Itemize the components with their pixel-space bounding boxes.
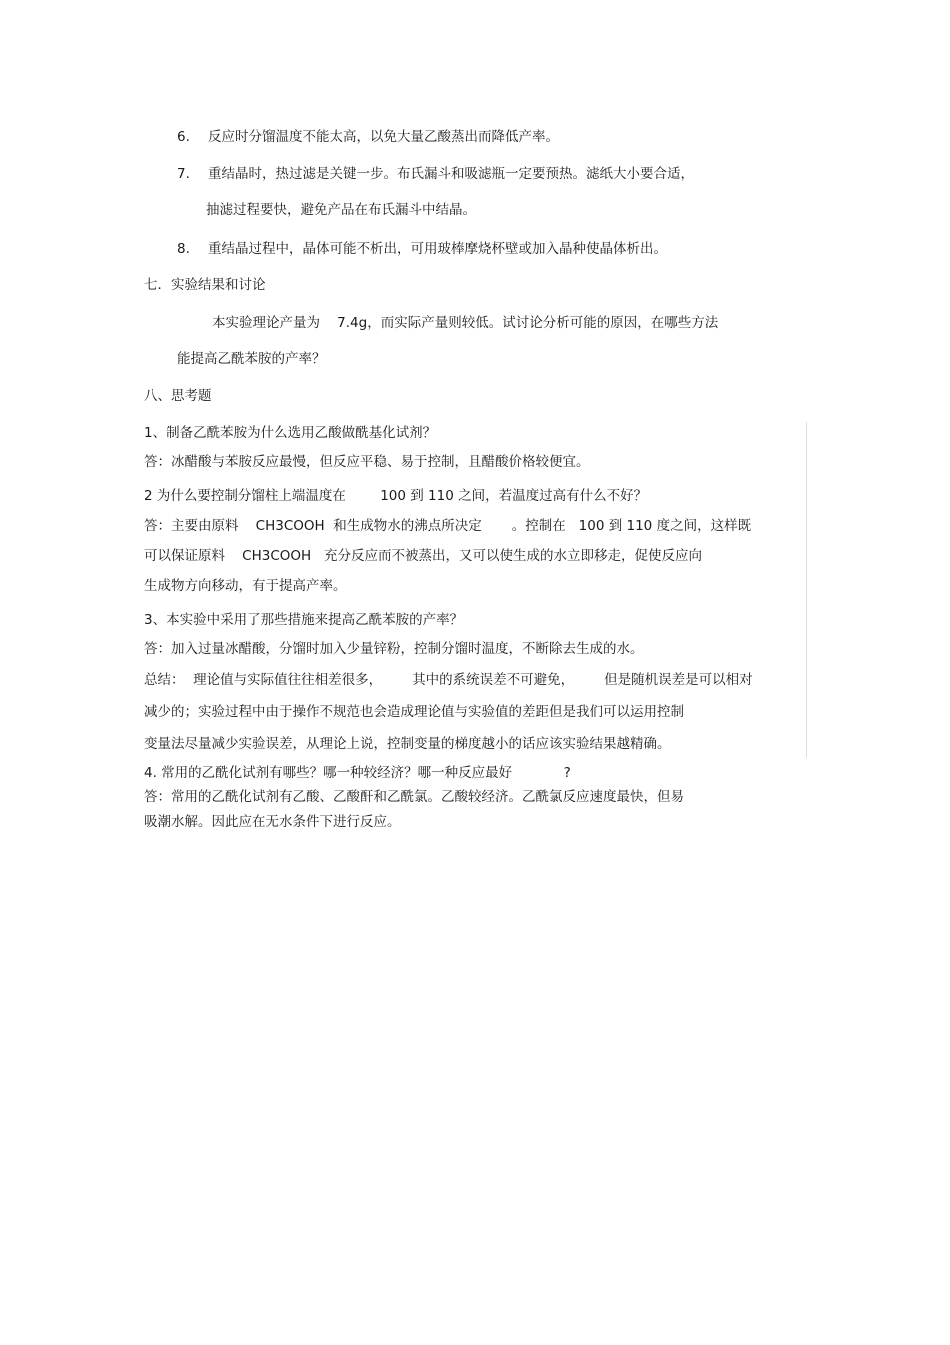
note-number: 8. <box>177 241 190 257</box>
note-number: 6. <box>177 129 190 145</box>
note-text: 重结晶过程中，晶体可能不析出，可用玻棒摩烧杯壁或加入晶种使晶体析出。 <box>208 241 667 257</box>
note-8 <box>177 240 667 258</box>
summary-line-3: 变量法尽量减少实验误差，从理论上说，控制变量的梯度越小的话应该实验结果越精确。 <box>144 736 671 752</box>
answer-2-line-1: 答：主要由原料 CH3COOH 和生成物水的沸点所决定 。控制在 100 到 110 度之间，这样既 <box>144 518 752 534</box>
answer-2-line-2: 可以保证原料 CH3COOH 充分反应而不被蒸出，又可以使生成的水立即移走，促使反应向 <box>144 548 703 564</box>
section-heading-questions: 八、思考题 <box>144 388 212 404</box>
answer-3: 答：加入过量冰醋酸，分馏时加入少量锌粉，控制分馏时温度，不断除去生成的水。 <box>144 641 644 657</box>
results-paragraph-line-2: 能提高乙酰苯胺的产率？ <box>177 351 326 367</box>
summary-line-1: 总结： 理论值与实际值往往相差很多， 其中的系统误差不可避免， 但是随机误差是可以相对 <box>144 672 753 688</box>
question-2: 2 为什么要控制分馏柱上端温度在 100 到 110 之间，若温度过高有什么不好？ <box>144 488 648 504</box>
question-1: 1、制备乙酰苯胺为什么选用乙酸做酰基化试剂？ <box>144 425 437 441</box>
answer-2-line-3: 生成物方向移动，有于提高产率。 <box>144 578 347 594</box>
note-number: 7. <box>177 166 190 182</box>
note-6 <box>177 128 559 146</box>
answer-4-line-1: 答：常用的乙酰化试剂有乙酸、乙酸酐和乙酰氯。乙酸较经济。乙酰氯反应速度最快，但易 <box>144 789 684 805</box>
answer-4-line-2: 吸潮水解。因此应在无水条件下进行反应。 <box>144 814 401 830</box>
note-text: 重结晶时，热过滤是关键一步。布氏漏斗和吸滤瓶一定要预热。滤纸大小要合适， <box>208 166 694 182</box>
question-4: 4. 常用的乙酰化试剂有哪些？哪一种较经济？哪一种反应最好 ? <box>144 765 571 781</box>
results-paragraph-line-1: 本实验理论产量为 7.4g，而实际产量则较低。试讨论分析可能的原因，在哪些方法 <box>212 315 719 331</box>
section-heading-results: 七．实验结果和讨论 <box>144 277 266 293</box>
note-7-continuation: 抽滤过程要快，避免产品在布氏漏斗中结晶。 <box>206 202 476 218</box>
answer-1: 答：冰醋酸与苯胺反应最慢，但反应平稳、易于控制，且醋酸价格较便宜。 <box>144 454 590 470</box>
vertical-rule <box>806 422 807 758</box>
note-text: 反应时分馏温度不能太高，以免大量乙酸蒸出而降低产率。 <box>208 129 559 145</box>
question-3: 3、本实验中采用了那些措施来提高乙酰苯胺的产率？ <box>144 612 464 628</box>
summary-line-2: 减少的；实验过程中由于操作不规范也会造成理论值与实验值的差距但是我们可以运用控制 <box>144 704 684 720</box>
note-7 <box>177 165 694 183</box>
